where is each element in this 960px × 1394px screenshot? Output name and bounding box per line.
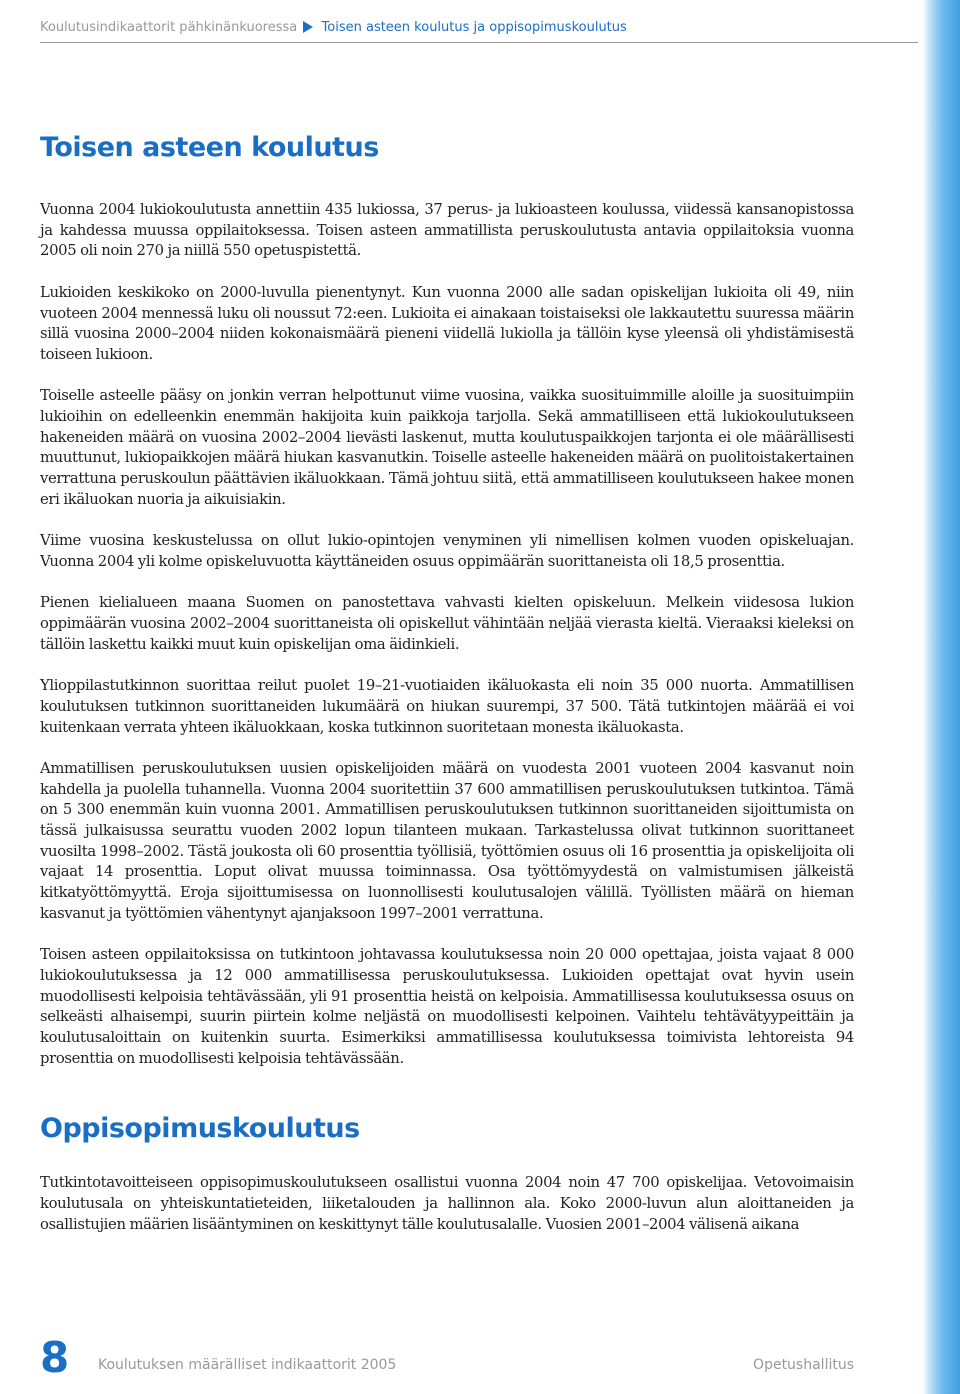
paragraph: Toiselle asteelle pääsy on jonkin verran helpottunut viime vuosina, vaikka suosituimmille aloille ja suosituimpiin lukioihin on edelleenkin enemmän hakijoita kuin paikkoja tarjolla. Sekä ammatilliseen että lukiokoulutukseen hakeneiden määrä on vuosina 2002–2004 lievästi laskenut, mutta koulutuspaikkojen tarjonta ei ole määrällisesti muuttunut, lukiopaikkojen määrä hiukan kasvanutkin. Toiselle asteelle hakeneiden määrä on puolitoistakertainen verrattuna peruskoulun päättävien ikäluokkaan. Tämä johtuu siitä, että ammatilliseen koulutukseen hakee monen eri ikäluokan nuoria ja aikuisiakin. xyxy=(40,387,854,508)
paragraph: Lukioiden keskikoko on 2000-luvulla pienentynyt. Kun vuonna 2000 alle sadan opiskelijan lukioita oli 49, niin vuoteen 2004 mennessä luku oli noussut 72:een. Lukioita ei ainakaan toistaiseksi ole lakkautettu suuressa määrin sillä vuosina 2000–2004 niiden kokonaismäärä pieneni viidellä lukiolla ja tällöin kyse yleensä oli yhdistämisestä toiseen lukioon. xyxy=(40,283,854,363)
section-body-toisen-asteen xyxy=(40,200,854,1069)
publisher-name: Opetushallitus xyxy=(753,1357,854,1373)
publication-title: Koulutuksen määrälliset indikaattorit 2005 xyxy=(98,1357,397,1373)
breadcrumb-current: Toisen asteen koulutus ja oppisopimuskoulutus xyxy=(321,20,627,35)
breadcrumb-parent: Koulutusindikaattorit pähkinänkuoressa xyxy=(40,20,298,35)
section-body-oppisopimus xyxy=(40,1173,854,1235)
paragraph: Viime vuosina keskustelussa on ollut lukio-opintojen venyminen yli nimellisen kolmen vuoden opiskeluajan. Vuonna 2004 yli kolme opiskeluvuotta käyttäneiden osuus oppimäärän suorittaneista oli 18,5 prosenttia. xyxy=(40,532,854,570)
section-title-oppisopimus: Oppisopimuskoulutus xyxy=(40,1113,360,1145)
paragraph: Vuonna 2004 lukiokoulutusta annettiin 435 lukiossa, 37 perus- ja lukioasteen koulussa, viidessä kansanopistossa ja kahdessa muussa oppilaitoksessa. Toisen asteen ammatillista peruskoulutusta antavia oppilaitoksia vuonna 2005 oli noin 270 ja niillä 550 opetuspistettä. xyxy=(40,201,854,260)
section-title-toisen-asteen: Toisen asteen koulutus xyxy=(40,132,379,163)
page-number: 8 xyxy=(40,1333,70,1382)
paragraph: Ammatillisen peruskoulutuksen uusien opiskelijoiden määrä on vuodesta 2001 vuoteen 2004 kasvanut noin kahdella ja puolella tuhannella. Vuonna 2004 suoritettiin 37 600 ammatillisen peruskoulutuksen tutkintoa. Tämä on 5 300 enemmän kuin vuonna 2001. Ammatillisen peruskoulutuksen tutkinnon suorittaneiden sijoittumista on tässä julkaisussa seurattu vuoden 2002 lopun tilanteen mukaan. Tarkastelussa olivat tutkinnon suorittaneet vuosilta 1998–2002. Tästä joukosta oli 60 prosenttia työllisiä, työttömien osuus oli 16 prosenttia ja opiskelijoita oli vajaat 14 prosenttia. Loput olivat muussa toiminnassa. Osa työttömyydestä on valmistumisen jälkeistä kitkatyöttömyyttä. Eroja sijoittumisessa on luonnollisesti koulutusalojen välillä. Työllisten määrä on hieman kasvanut ja työttömien vähentynyt ajanjaksoon 1997–2001 verrattuna. xyxy=(40,759,854,922)
running-header xyxy=(40,20,918,43)
paragraph: Pienen kielialueen maana Suomen on panostettava vahvasti kielten opiskeluun. Melkein viidesosa lukion oppimäärän vuosina 2002–2004 suorittaneista oli opiskellut vähintään neljää vierasta kieltä. Vieraaksi kieleksi on tällöin laskettu kaikki muut kuin opiskelijan oma äidinkieli. xyxy=(40,594,854,653)
paragraph: Ylioppilastutkinnon suorittaa reilut puolet 19–21-vuotiaiden ikäluokasta eli noin 35 000 nuorta. Ammatillisen koulutuksen tutkinnon suorittaneiden lukumäärä on hiukan suurempi, 37 500. Tätä tutkintojen määrää ei voi kuitenkaan verrata yhteen ikäluokkaan, koska tutkinnon suoritetaan monesta ikäluokasta. xyxy=(40,677,854,736)
page-footer xyxy=(40,1333,854,1382)
triangle-right-icon xyxy=(303,21,313,33)
paragraph: Toisen asteen oppilaitoksissa on tutkintoon johtavassa koulutuksessa noin 20 000 opettajaa, joista vajaat 8 000 lukiokoulutuksessa ja 12 000 ammatillisessa peruskoulutuksessa. Lukioiden opettajat ovat hyvin usein muodollisesti kelpoisia tehtävässään, yli 91 prosenttia heistä on kelpoisia. Ammatillisessa koulutuksessa osuus on selkeästi alhaisempi, suurin piirtein kolme neljästä on muodollisesti kelpoinen. Vaihtelu tehtävätyypeittäin ja koulutusaloittain on kuitenkin suurta. Esimerkiksi ammatillisessa koulutuksessa toimivista lehtoreista 94 prosenttia on muodollisesti kelpoisia tehtävässään. xyxy=(40,946,854,1067)
decorative-side-stripe xyxy=(922,0,960,1394)
page-content xyxy=(40,128,854,1256)
paragraph: Tutkintotavoitteiseen oppisopimuskoulutukseen osallistui vuonna 2004 noin 47 700 opiskelijaa. Vetovoimaisin koulutusala on yhteiskuntatieteiden, liiketalouden ja hallinnon ala. Koko 2000-luvun alun aloittaneiden ja osallistujien määrien lisääntyminen on keskittynyt tälle koulutusalalle. Vuosien 2001–2004 välisenä aikana xyxy=(40,1174,854,1233)
